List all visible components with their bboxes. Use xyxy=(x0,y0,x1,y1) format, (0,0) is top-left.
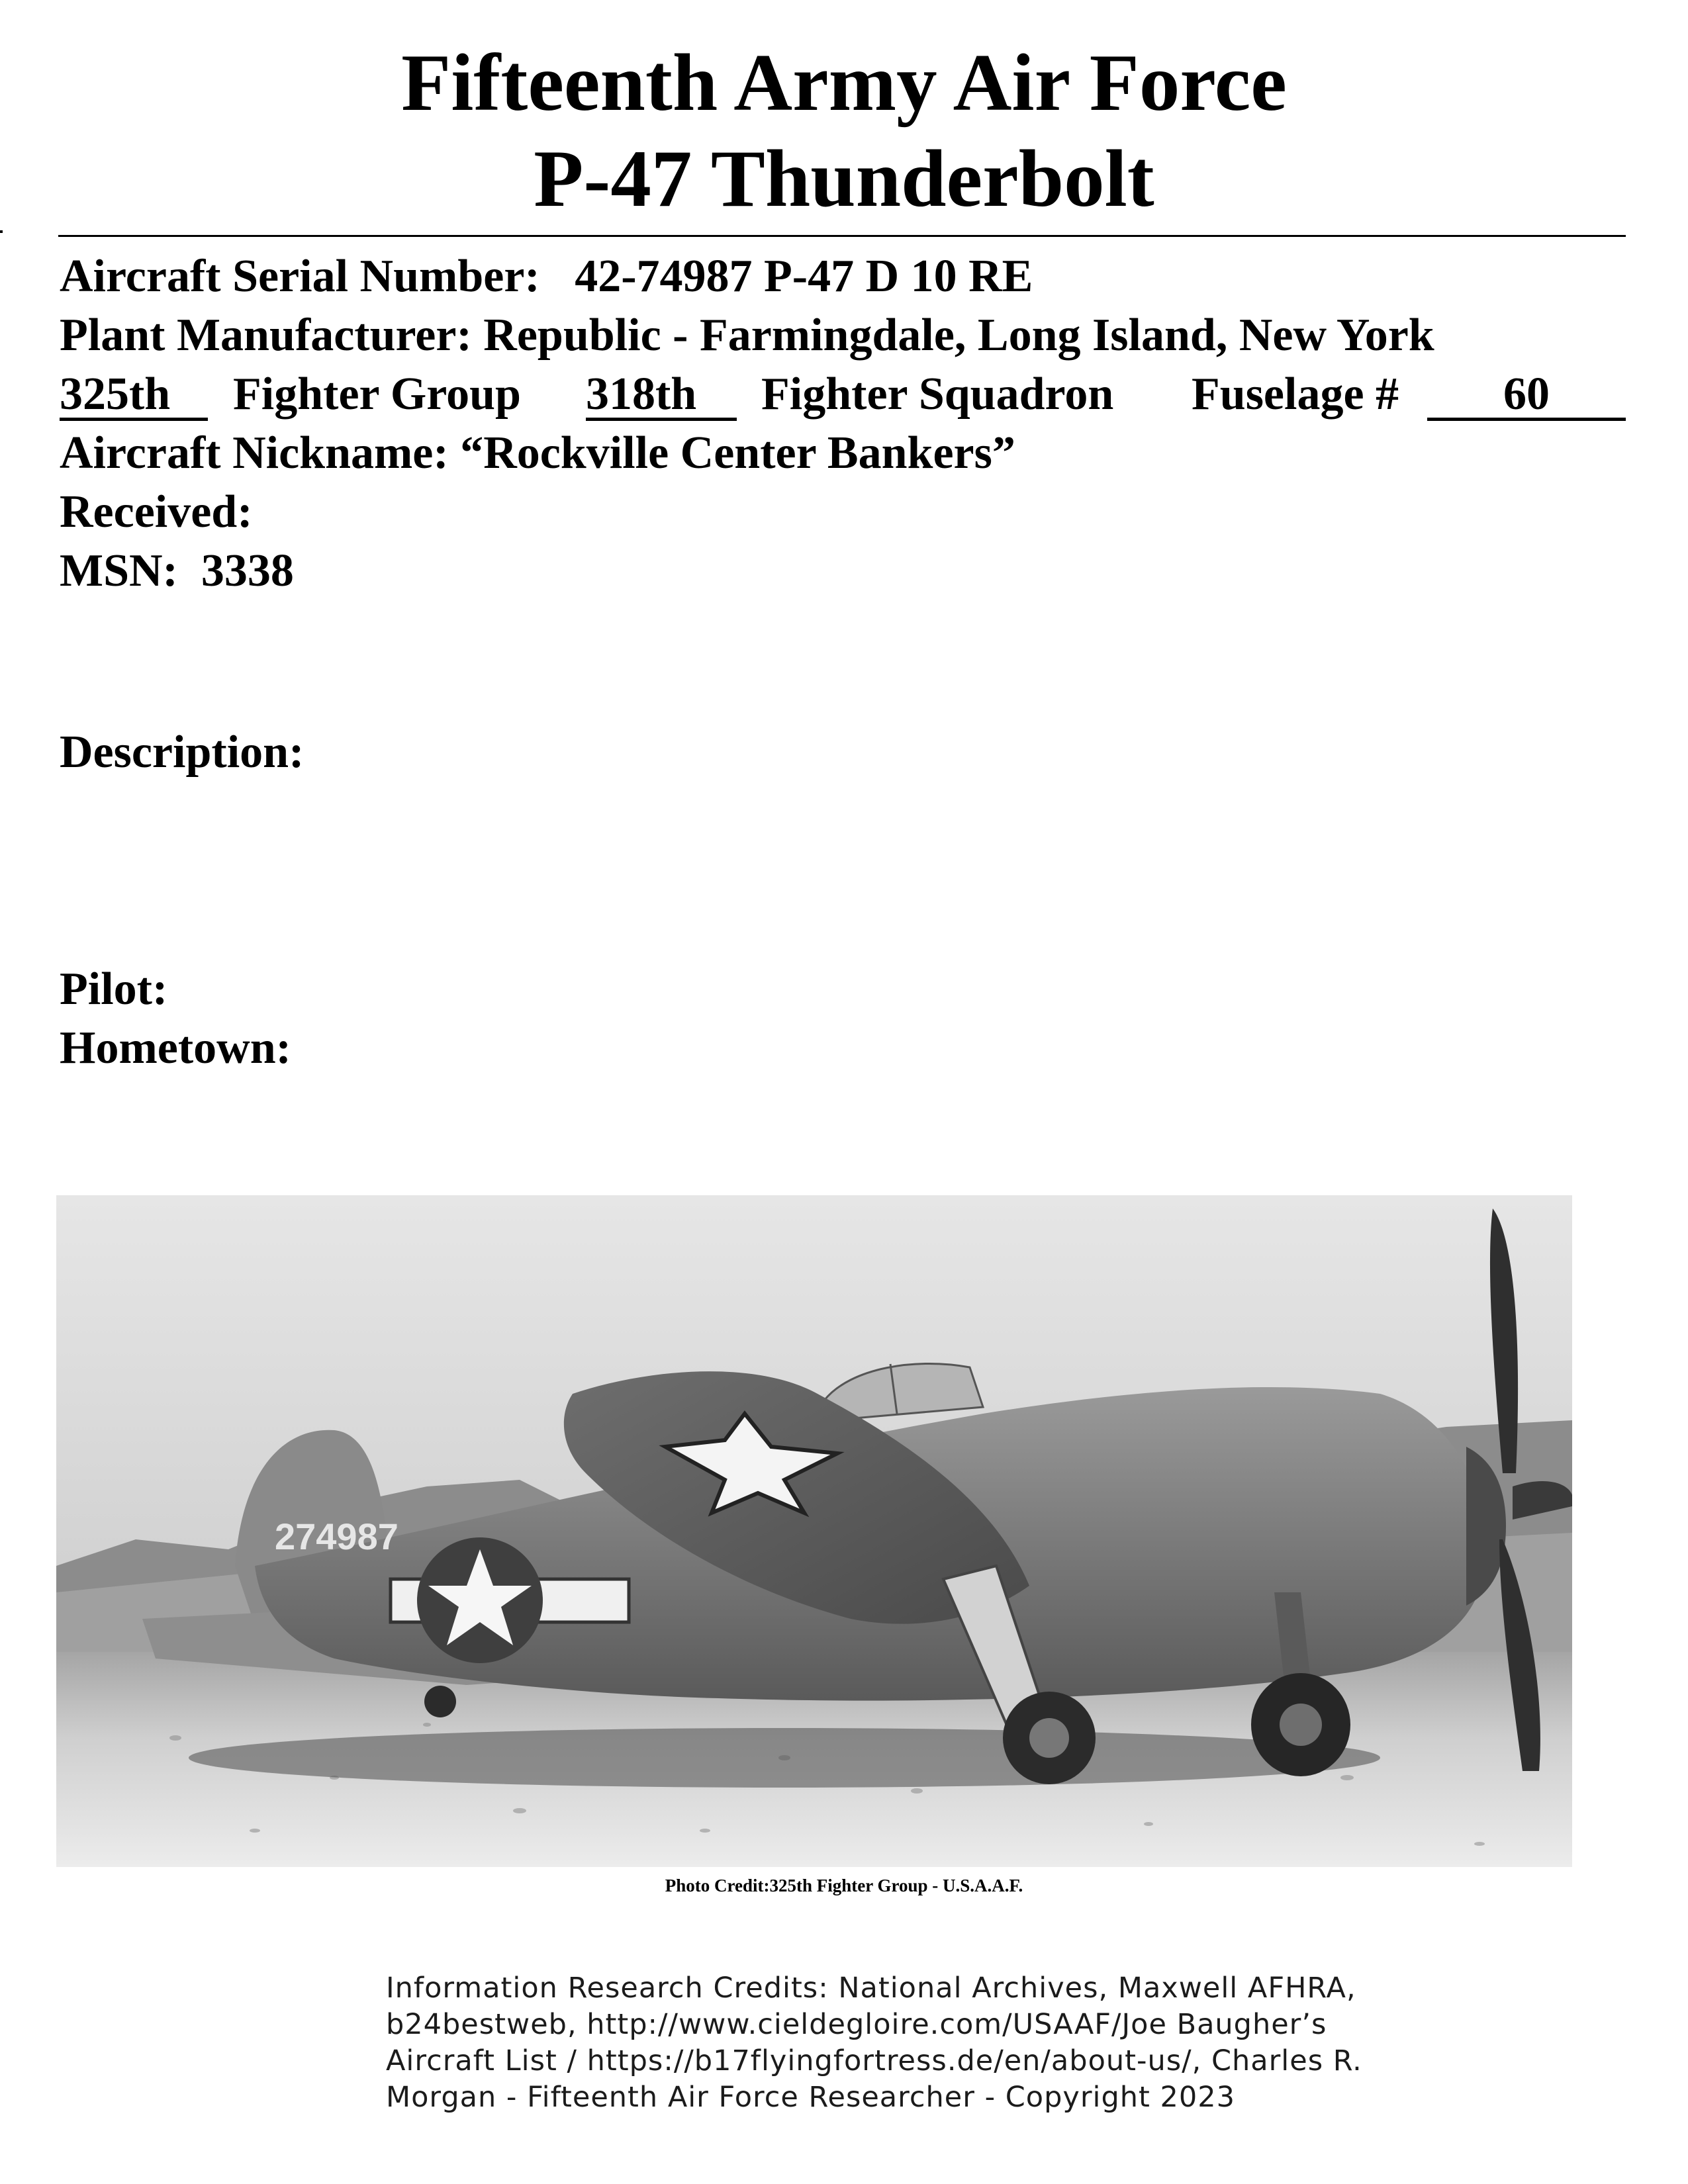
unit-assignment-row xyxy=(60,368,1626,739)
aircraft-photo xyxy=(56,1195,1572,1867)
margin-mark xyxy=(0,230,3,233)
plant-manufacturer-value: Republic - Farmingdale, Long Island, New York xyxy=(483,310,1434,361)
aircraft-photo-illustration xyxy=(56,1195,1572,1867)
description-label: Description: xyxy=(60,727,305,778)
aircraft-type-title: P-47 Thunderbolt xyxy=(534,133,1154,224)
serial-number-row xyxy=(60,250,1033,303)
plant-manufacturer-row xyxy=(60,309,1434,362)
fuselage-number-label: Fuselage # xyxy=(1192,369,1399,420)
photo-credit: Photo Credit:325th Fighter Group - U.S.A.A.F. xyxy=(665,1876,1023,1895)
fuselage-number-value: 60 xyxy=(1503,369,1550,420)
fighter-squadron-value: 318th xyxy=(586,369,697,420)
fighter-group-value: 325th xyxy=(60,369,171,420)
fuselage-number-field xyxy=(1427,368,1626,421)
fighter-group-field xyxy=(60,368,208,421)
msn-label: MSN: xyxy=(60,545,178,596)
fighter-squadron-label: Fighter Squadron xyxy=(761,369,1114,420)
nickname-value: “Rockville Center Bankers” xyxy=(460,428,1015,478)
document-title: Fifteenth Army Air Force xyxy=(401,37,1287,128)
received-label: Received: xyxy=(60,486,253,537)
nickname-row xyxy=(60,427,1015,480)
serial-number-value: 42-74987 P-47 D 10 RE xyxy=(575,251,1033,302)
research-credits: Information Research Credits: National Archives, Maxwell AFHRA, b24bestweb, http://www.cieldegloire.com/USAAF/Joe Baugher’s Aircraft List / https://b17flyingfortress.de/en/about-us/, Charles R. Morgan - Fifteenth Air Force Researcher - Copyright 2023 xyxy=(386,1972,1362,2114)
fighter-group-label: Fighter Group xyxy=(233,369,521,420)
msn-value: 3338 xyxy=(201,545,294,596)
plant-manufacturer-label: Plant Manufacturer: xyxy=(60,310,472,361)
msn-row xyxy=(60,545,294,598)
title-divider xyxy=(58,235,1626,237)
nickname-label: Aircraft Nickname: xyxy=(60,428,449,478)
fighter-squadron-field xyxy=(586,368,737,421)
tail-serial-number: 274987 xyxy=(275,1516,399,1557)
pilot-label: Pilot: xyxy=(60,964,168,1015)
hometown-label: Hometown: xyxy=(60,1023,291,1073)
received-row xyxy=(60,486,264,539)
serial-number-label: Aircraft Serial Number: xyxy=(60,251,540,302)
